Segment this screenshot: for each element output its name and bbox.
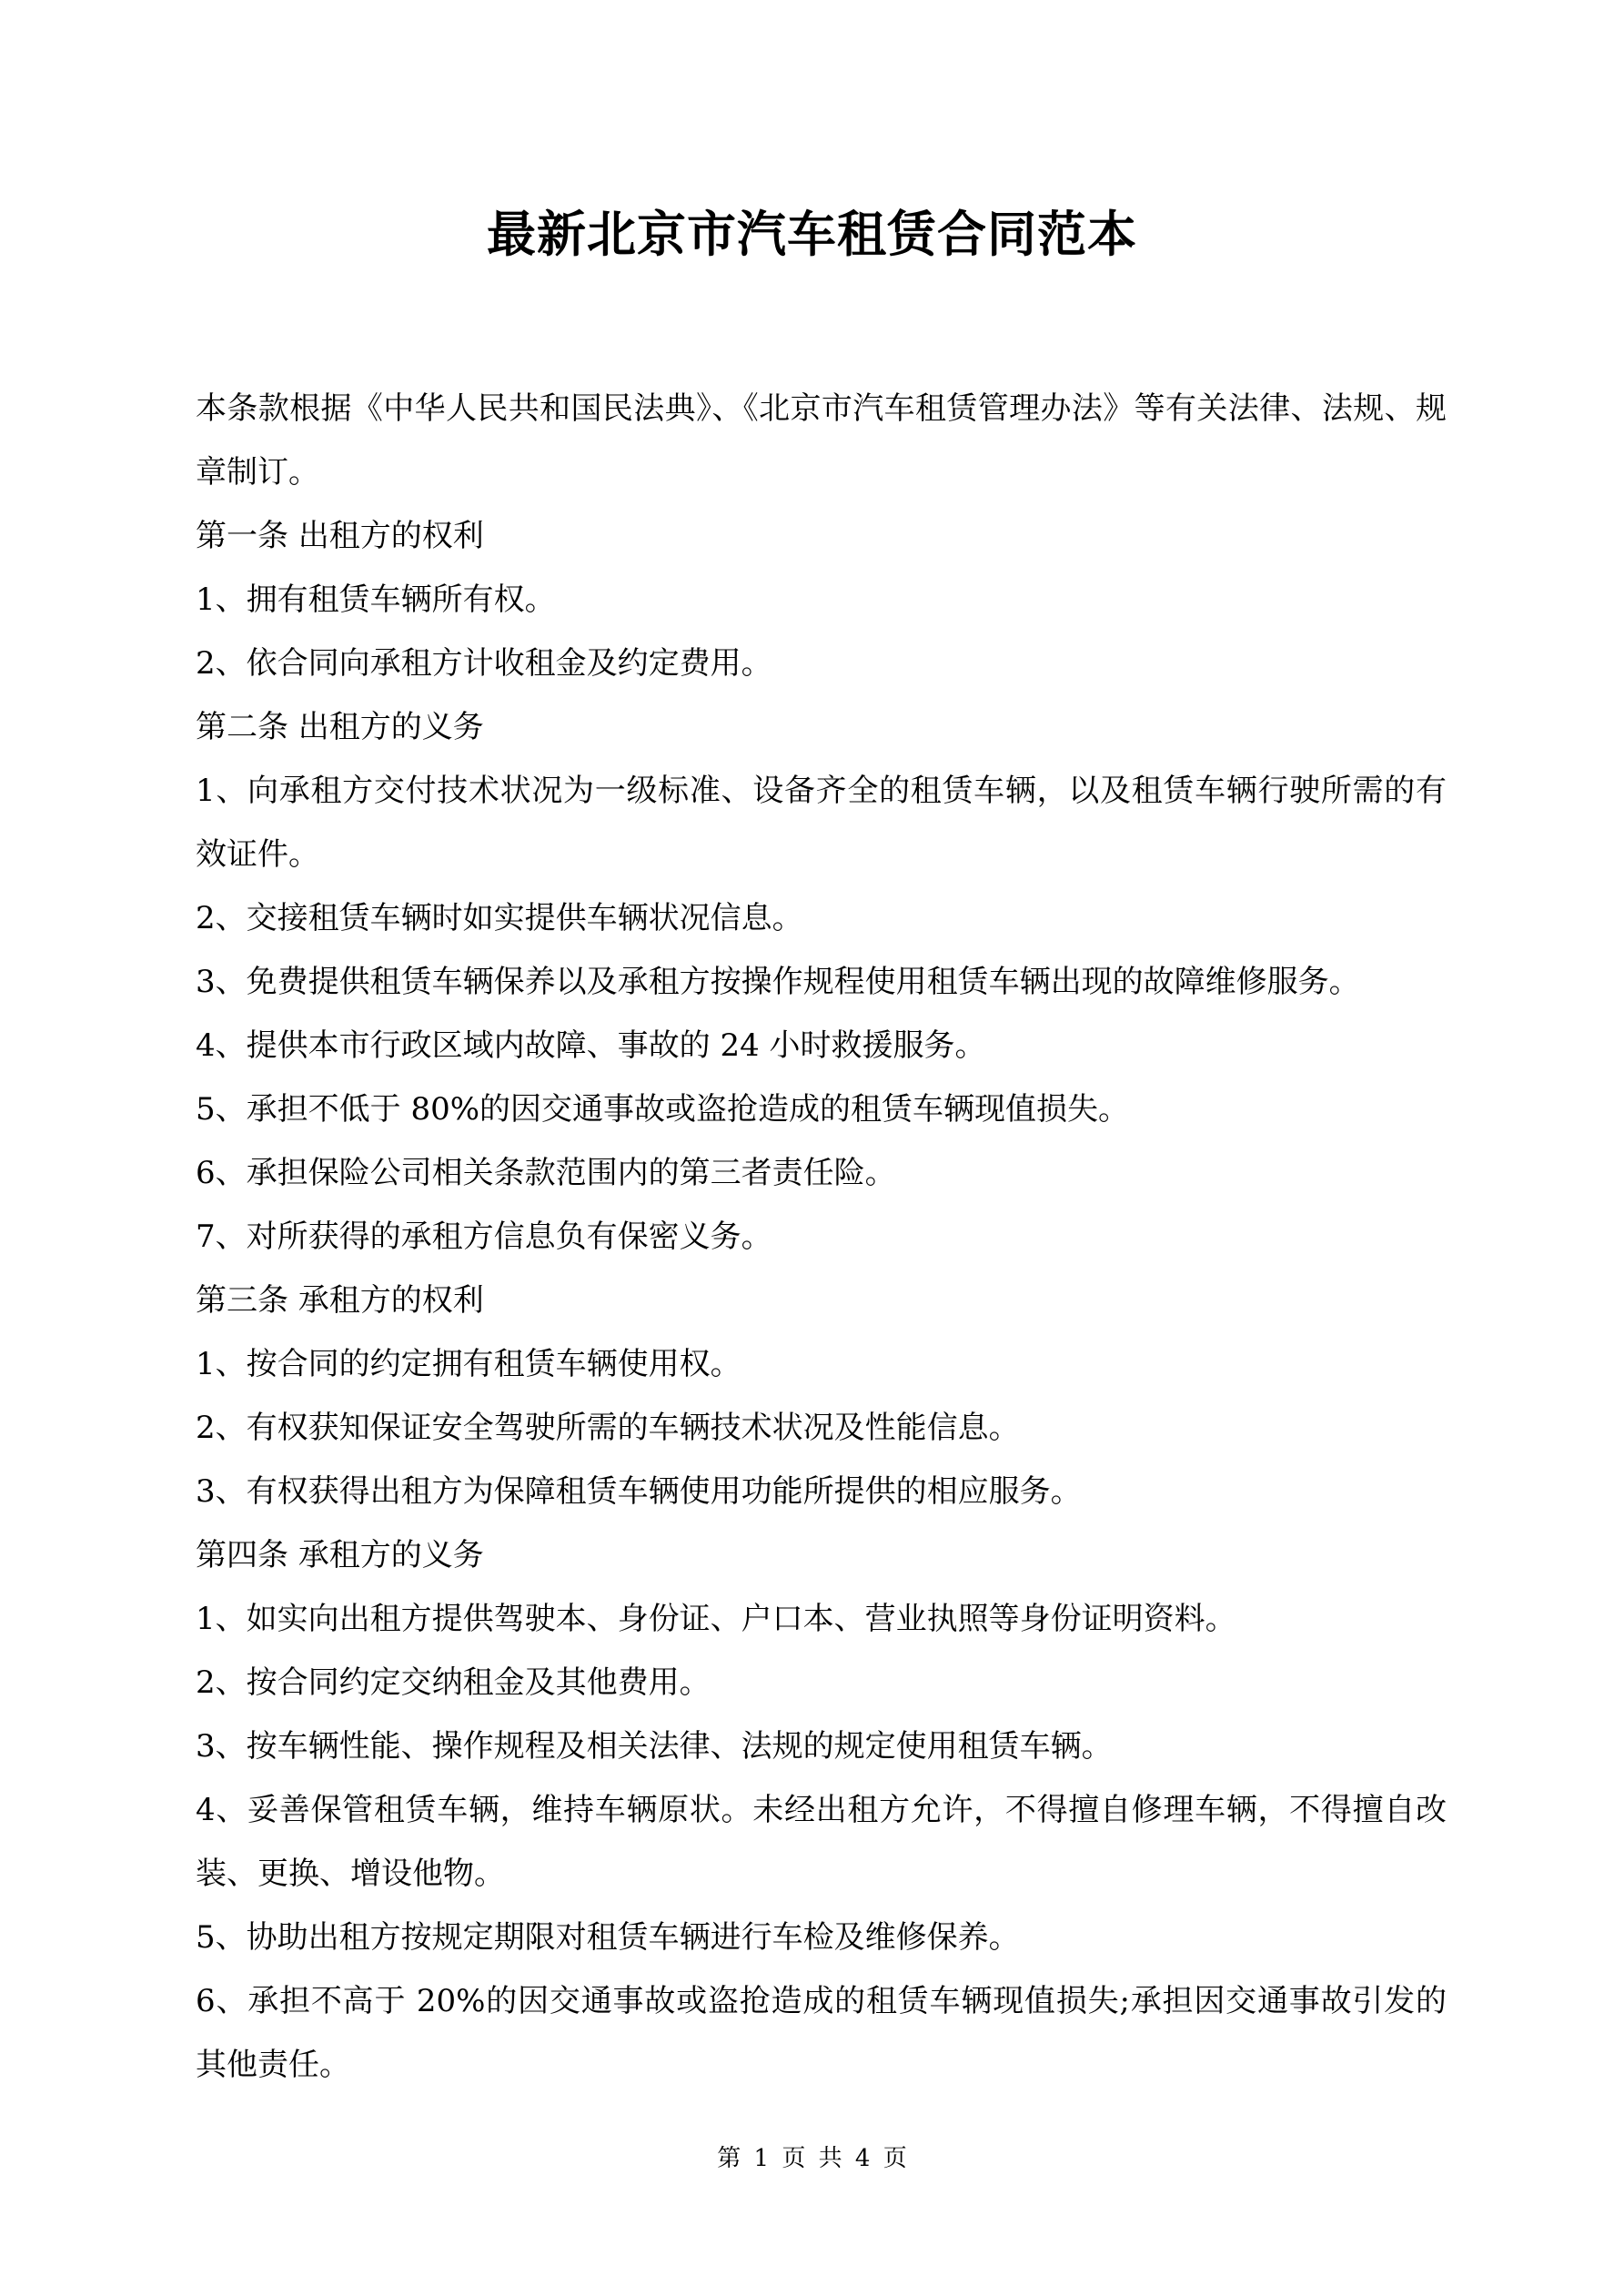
article-3-item-2: 2、有权获知保证安全驾驶所需的车辆技术状况及性能信息。 bbox=[196, 1410, 1020, 1446]
article-2-item-2: 2、交接租赁车辆时如实提供车辆状况信息。 bbox=[196, 900, 803, 936]
article-1-item-2: 2、依合同向承租方计收租金及约定费用。 bbox=[196, 645, 772, 682]
article-1-heading: 第一条 出租方的权利 bbox=[196, 518, 484, 554]
page-number-footer: 第 1 页 共 4 页 bbox=[717, 2145, 907, 2172]
article-2-item-6: 6、承担保险公司相关条款范围内的第三者责任险。 bbox=[196, 1155, 896, 1191]
article-2-item-5: 5、承担不低于 80%的因交通事故或盗抢造成的租赁车辆现值损失。 bbox=[196, 1091, 1130, 1128]
paragraph-preamble: 本条款根据《中华人民共和国民法典》、《北京市汽车租赁管理办法》等有关法律、法规、规章制订。 bbox=[196, 390, 1447, 491]
article-2-item-4: 4、提供本市行政区域内故障、事故的 24 小时救援服务。 bbox=[196, 1027, 986, 1064]
article-4-item-6: 6、承担不高于 20%的因交通事故或盗抢造成的租赁车辆现值损失;承担因交通事故引发的其他责任。 bbox=[196, 1983, 1447, 2083]
document-title: 最新北京市汽车租赁合同范本 bbox=[487, 205, 1137, 263]
article-4-item-5: 5、协助出租方按规定期限对租赁车辆进行车检及维修保养。 bbox=[196, 1919, 1020, 1956]
article-2-item-7: 7、对所获得的承租方信息负有保密义务。 bbox=[196, 1219, 772, 1255]
document-body bbox=[196, 377, 1447, 2097]
article-4-heading: 第四条 承租方的义务 bbox=[196, 1537, 484, 1573]
article-4-item-2: 2、按合同约定交纳租金及其他费用。 bbox=[196, 1664, 711, 1701]
article-4-item-4: 4、妥善保管租赁车辆，维持车辆原状。未经出租方允许，不得擅自修理车辆，不得擅自改装、更换、增设他物。 bbox=[196, 1792, 1447, 1892]
article-4-item-1: 1、如实向出租方提供驾驶本、身份证、户口本、营业执照等身份证明资料。 bbox=[196, 1601, 1236, 1637]
article-4-item-3: 3、按车辆性能、操作规程及相关法律、法规的规定使用租赁车辆。 bbox=[196, 1728, 1113, 1765]
article-2-item-3: 3、免费提供租赁车辆保养以及承租方按操作规程使用租赁车辆出现的故障维修服务。 bbox=[196, 964, 1360, 1000]
article-1-item-1: 1、拥有租赁车辆所有权。 bbox=[196, 582, 556, 618]
article-2-item-1: 1、向承租方交付技术状况为一级标准、设备齐全的租赁车辆，以及租赁车辆行驶所需的有效证件。 bbox=[196, 773, 1447, 873]
article-3-item-3: 3、有权获得出租方为保障租赁车辆使用功能所提供的相应服务。 bbox=[196, 1473, 1082, 1510]
article-3-item-1: 1、按合同的约定拥有租赁车辆使用权。 bbox=[196, 1346, 741, 1382]
article-2-heading: 第二条 出租方的义务 bbox=[196, 709, 484, 745]
article-3-heading: 第三条 承租方的权利 bbox=[196, 1282, 484, 1319]
